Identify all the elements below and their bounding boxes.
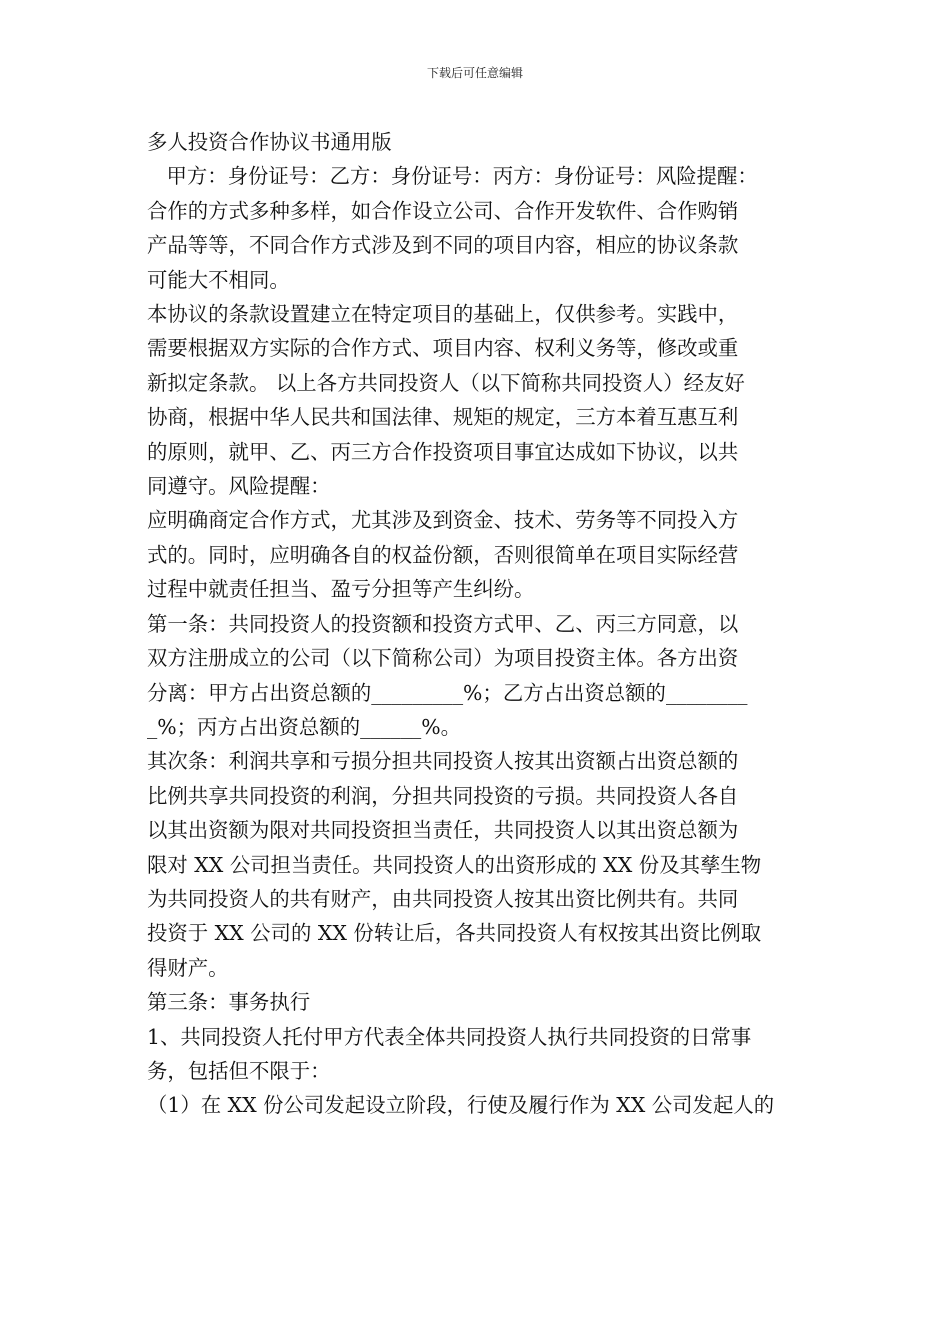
text-line: 以其出资额为限对共同投资担当责任，共同投资人以其出资总额为 xyxy=(147,818,739,843)
page-header: 下载后可任意编辑 xyxy=(426,66,523,80)
text-line: 合作的方式多种多样，如合作设立公司、合作开发软件、合作购销 xyxy=(147,198,739,223)
text-line: 可能大不相同。 xyxy=(147,267,290,292)
document-title: 多人投资合作协议书通用版 xyxy=(147,130,392,154)
text-line: 得财产。 xyxy=(147,955,229,980)
text-line: 的原则，就甲、乙、丙三方合作投资项目事宜达成如下协议，以共 xyxy=(147,439,739,464)
text-line: 新拟定条款。 以上各方共同投资人（以下简称共同投资人）经友好 xyxy=(147,370,745,395)
text-line: 产品等等，不同合作方式涉及到不同的项目内容，相应的协议条款 xyxy=(147,233,739,258)
text-line: 其次条：利润共享和亏损分担共同投资人按其出资额占出资总额的 xyxy=(147,749,739,774)
text-line: 分离：甲方占出资总额的_________%；乙方占出资总额的________ xyxy=(147,680,748,705)
text-line: 本协议的条款设置建立在特定项目的基础上，仅供参考。实践中， xyxy=(147,302,739,327)
text-line: 甲方：身份证号：乙方：身份证号：丙方：身份证号：风险提醒： xyxy=(147,164,758,189)
document-body xyxy=(147,125,807,1123)
text-line: _%；丙方占出资总额的______%。 xyxy=(147,714,462,739)
text-line: 双方注册成立的公司（以下简称公司）为项目投资主体。各方出资 xyxy=(147,646,739,671)
text-line: 同遵守。风险提醒： xyxy=(147,474,331,499)
text-line: 投资于 XX 公司的 XX 份转让后，各共同投资人有权按其出资比例取 xyxy=(147,921,762,946)
text-line: 为共同投资人的共有财产，由共同投资人按其出资比例共有。共同 xyxy=(147,886,739,911)
text-line: 1、共同投资人托付甲方代表全体共同投资人执行共同投资的日常事 xyxy=(147,1024,752,1049)
text-line: 应明确商定合作方式，尤其涉及到资金、技术、劳务等不同投入方 xyxy=(147,508,739,533)
text-line: 需要根据双方实际的合作方式、项目内容、权利义务等，修改或重 xyxy=(147,336,739,361)
text-line: 务，包括但不限于： xyxy=(147,1058,331,1083)
text-line: 式的。同时，应明确各自的权益份额，否则很简单在项目实际经营 xyxy=(147,542,739,567)
text-line: 限对 XX 公司担当责任。共同投资人的出资形成的 XX 份及其孳生物 xyxy=(147,852,762,877)
text-line: 协商，根据中华人民共和国法律、规矩的规定，三方本着互惠互利 xyxy=(147,405,739,430)
text-line: 第三条：事务执行 xyxy=(147,990,311,1015)
text-line: 第一条：共同投资人的投资额和投资方式甲、乙、丙三方同意，以 xyxy=(147,611,739,636)
text-line: 比例共享共同投资的利润，分担共同投资的亏损。共同投资人各自 xyxy=(147,783,739,808)
text-line: （1）在 XX 份公司发起设立阶段，行使及履行作为 XX 公司发起人的 xyxy=(147,1093,775,1118)
text-line: 过程中就责任担当、盈亏分担等产生纠纷。 xyxy=(147,577,535,602)
